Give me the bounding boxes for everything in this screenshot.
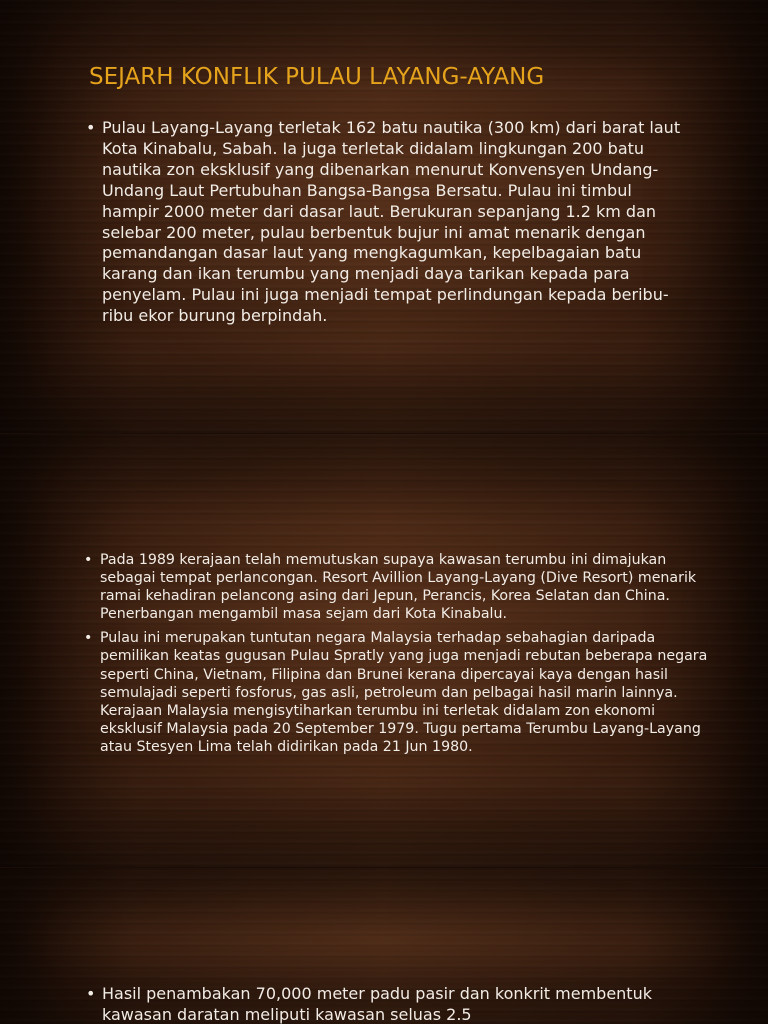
bullet-list <box>86 118 686 327</box>
slide-title: SEJARH KONFLIK PULAU LAYANG-AYANG <box>89 64 545 90</box>
slide-3 <box>0 868 768 1024</box>
bullet-item <box>84 551 714 623</box>
slide-1 <box>0 0 768 433</box>
bullet-item <box>84 629 714 756</box>
bullet-text: Hasil penambakan 70,000 meter padu pasir dan konkrit membentuk kawasan daratan meliputi kawasan seluas 2.5 <box>102 984 652 1024</box>
bullet-icon: • <box>84 630 93 647</box>
bullet-item <box>86 984 686 1024</box>
bullet-item <box>86 118 686 327</box>
bullet-icon: • <box>86 984 96 1003</box>
bullet-text: Pulau Layang-Layang terletak 162 batu nautika (300 km) dari barat laut Kota Kinabalu, Sabah. Ia juga terletak didalam lingkungan 200 batu nautika zon eksklusif yang dibenarkan menurut Konvensyen Undang-Undang Laut Pertubuhan Bangsa-Bangsa Bersatu. Pulau ini timbul hampir 2000 meter dari dasar laut. Berukuran sepanjang 1.2 km dan selebar 200 meter, pulau berbentuk bujur ini amat menarik dengan pemandangan dasar laut yang mengkagumkan, kepelbagaian batu karang dan ikan terumbu yang menjadi daya tarikan kepada para penyelam. Pulau ini juga menjadi tempat perlindungan kepada beribu-ribu ekor burung berpindah. <box>102 118 681 326</box>
bullet-list <box>86 984 686 1024</box>
slide-2 <box>0 434 768 867</box>
bullet-icon: • <box>84 552 93 568</box>
bullet-text: Pada 1989 kerajaan telah memutuskan supaya kawasan terumbu ini dimajukan sebagai tempat perlancongan. Resort Avillion Layang-Layang (Dive Resort) menarik ramai kehadiran pelancong asing dari Jepun, Perancis, Korea Selatan dan China. Penerbangan mengambil masa sejam dari Kota Kinabalu. <box>100 552 697 623</box>
bullet-icon: • <box>86 118 96 137</box>
bullet-text: Pulau ini merupakan tuntutan negara Malaysia terhadap sebahagian daripada pemilikan keatas gugusan Pulau Spratly yang juga menjadi rebutan beberapa negara seperti China, Vietnam, Filipina dan Brunei kerana dipercayai kaya dengan hasil semulajadi seperti fosforus, gas asli, petroleum dan pelbagai hasil marin lainnya. Kerajaan Malaysia mengisytiharkan terumbu ini terletak didalam zon ekonomi eksklusif Malaysia pada 20 September 1979. Tugu pertama Terumbu Layang-Layang atau Stesyen Lima telah didirikan pada 21 Jun 1980. <box>100 630 708 755</box>
bullet-list <box>84 551 714 762</box>
